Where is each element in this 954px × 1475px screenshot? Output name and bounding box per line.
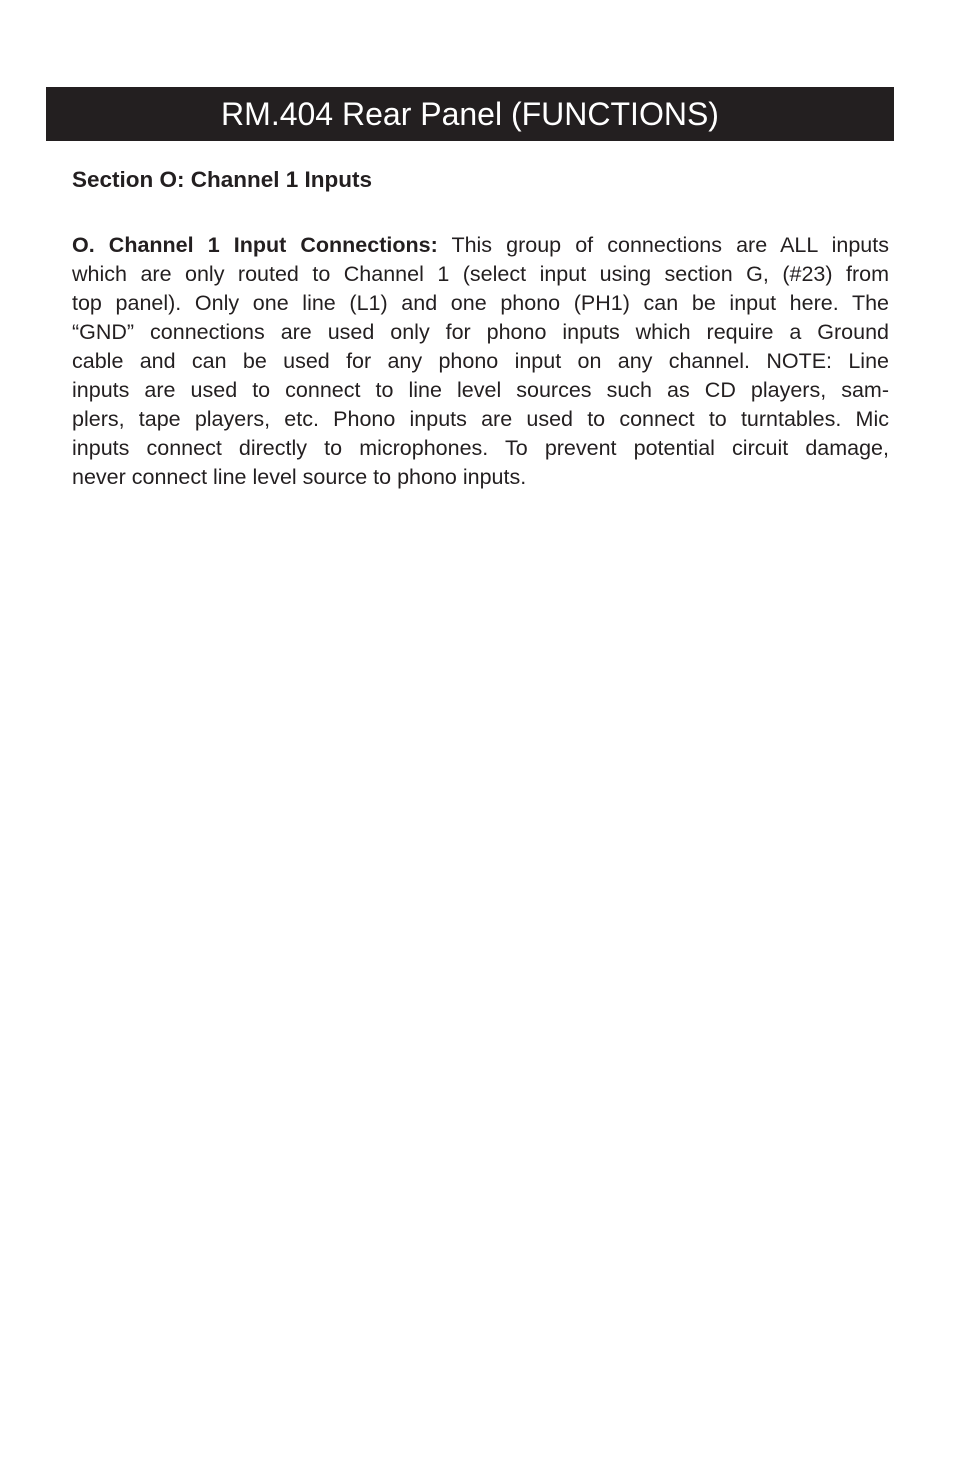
paragraph-line-text: This group of connections are ALL inputs xyxy=(437,233,889,257)
paragraph-line: top panel). Only one line (L1) and one phono (PH1) can be input here. The xyxy=(72,291,889,315)
section-heading: Section O: Channel 1 Inputs xyxy=(72,167,373,192)
paragraph-line: cable and can be used for any phono input on any channel. NOTE: Line xyxy=(72,349,889,373)
page-title-bar xyxy=(46,87,894,141)
paragraph-line: never connect line level source to phono inputs. xyxy=(72,465,527,489)
paragraph-line: “GND” connections are used only for phono inputs which require a Ground xyxy=(72,320,889,344)
page-title: RM.404 Rear Panel (FUNCTIONS) xyxy=(221,96,719,132)
paragraph-line xyxy=(72,231,889,260)
paragraph-line: inputs connect directly to microphones. To prevent potential circuit damage, xyxy=(72,436,889,460)
paragraph-line: which are only routed to Channel 1 (select input using section G, (#23) from xyxy=(72,262,889,286)
paragraph-line: inputs are used to connect to line level sources such as CD players, sam- xyxy=(72,378,889,402)
paragraph-lead: O. Channel 1 Input Connections: xyxy=(72,233,438,257)
body-paragraph xyxy=(72,231,889,492)
paragraph-line: plers, tape players, etc. Phono inputs are used to connect to turntables. Mic xyxy=(72,407,889,431)
